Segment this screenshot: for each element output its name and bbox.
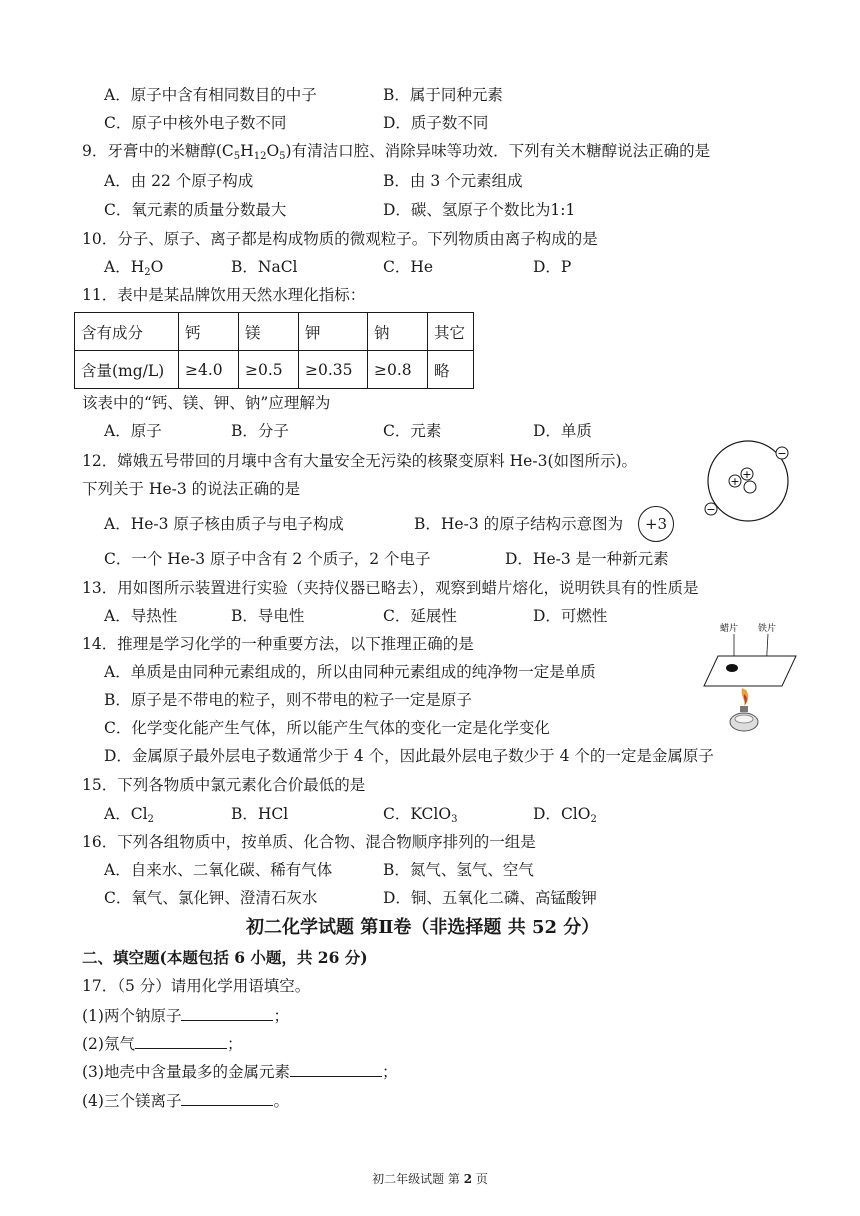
q16-option-d: D．铜、五氧化二磷、高锰酸钾 [383,889,597,907]
q9-option-d: D．碳、氢原子个数比为1:1 [383,201,576,219]
iron-label: 铁片 [758,624,777,634]
answer-blank-1[interactable] [181,1004,273,1021]
q10-option-a [104,256,163,284]
q9-formula-h-sub: 12 [253,151,267,162]
q15-d-formula: ClO [560,805,591,823]
q14-option-d: D．金属原子最外层电子数通常少于 4 个，因此最外层电子数少于 4 个的一定是金属原子 [104,747,714,765]
table-cell: 其它 [428,313,474,351]
q13-option-c: C．延展性 [383,607,457,625]
q9-stem-post: )有清洁口腔、消除异味等功效．下列有关木糖醇说法正确的是 [285,142,711,160]
q16-option-b: B．氮气、氢气、空气 [383,861,534,879]
q17-item-1-end: ； [273,1007,289,1025]
table-cell: ≥0.8 [368,351,428,389]
q15-a-pre: A． [104,805,131,823]
q12-option-c: C．一个 He-3 原子中含有 2 个质子，2 个电子 [104,550,431,568]
q9-formula-c: C [221,142,234,160]
section-ii-title: 初二化学试题 第Ⅱ卷（非选择题 共 52 分） [246,917,600,938]
table-cell: ≥0.35 [299,351,368,389]
q17-item-4 [82,1089,289,1112]
proton-sign-1: + [730,475,740,488]
nucleus-circle [638,506,674,542]
q9-formula-c-sub: 5 [233,151,241,162]
q16-stem: 16．下列各组物质中，按单质、化合物、混合物顺序排列的一组是 [82,833,536,851]
table-cell: 略 [428,351,474,389]
q12-option-a: A．He-3 原子核由质子与电子构成 [104,515,344,533]
q13-option-b: B．导电性 [231,607,305,625]
q15-c-sub: 3 [451,814,458,825]
footer-prefix: 初二年级试题 第 [372,1172,464,1186]
answer-blank-4[interactable] [181,1089,273,1106]
electron-sign-1: − [777,447,787,460]
q15-option-a [104,803,154,831]
table-cell: ≥4.0 [179,351,239,389]
q14-option-c: C．化学变化能产生气体，所以能产生气体的变化一定是化学变化 [104,719,550,737]
q9-stem-pre: 9．牙膏中的米糖醇( [82,142,222,160]
q12-option-b: B．He-3 的原子结构示意图为 [414,515,624,533]
table-cell: 含有成分 [75,313,179,351]
q10-a-post: O [150,258,164,276]
q17-item-2-end: ； [226,1035,243,1053]
q14-option-a: A．单质是由同种元素组成的，所以由同种元素组成的纯净物一定是单质 [104,663,596,681]
q15-d-sub: 2 [590,814,597,825]
q15-a-formula: Cl [130,805,148,823]
q8-option-b: B．属于同种元素 [383,86,503,104]
q8-option-c: C．原子中核外电子数不同 [104,114,287,132]
q10-stem: 10．分子、原子、离子都是构成物质的微观粒子。下列物质由离子构成的是 [82,230,598,248]
q10-option-c: C．He [383,258,434,276]
q11-option-b: B．分子 [231,422,289,440]
q12-stem-line1: 12．嫦娥五号带回的月壤中含有大量安全无污染的核聚变原料 He-3(如图所示)。 [82,452,638,470]
q13-stem: 13．用如图所示装置进行实验（夹持仪器已略去），观察到蜡片熔化，说明铁具有的性质是 [82,579,699,597]
q17-item-2 [82,1032,242,1055]
q10-option-d: D．P [533,258,572,276]
q17-item-1-label: (1)两个钠原子 [82,1007,182,1025]
table-cell: ≥0.5 [239,351,299,389]
water-index-table [74,312,474,389]
q15-d-pre: D． [533,805,561,823]
q14-stem: 14．推理是学习化学的一种重要方法，以下推理正确的是 [82,635,474,653]
q12-option-d: D．He-3 是一种新元素 [505,550,669,568]
q17-item-4-end: 。 [273,1092,289,1110]
q11-option-c: C．元素 [383,422,442,440]
footer-suffix: 页 [472,1172,488,1186]
q14-option-b: B．原子是不带电的粒子，则不带电的粒子一定是原子 [104,691,472,709]
q15-option-b: B．HCl [231,805,289,823]
q17-stem: 17．（5 分）请用化学用语填空。 [82,977,311,995]
q15-a-sub: 2 [147,814,154,825]
proton-sign-2: + [742,468,752,481]
q15-option-d [533,803,597,831]
q9-option-b: B．由 3 个元素组成 [383,172,523,190]
q9-option-a: A．由 22 个原子构成 [104,172,254,190]
page-number: 2 [463,1172,473,1186]
q13-option-d: D．可燃性 [533,607,608,625]
q15-option-c [383,803,457,831]
q8-option-a: A．原子中含有相同数目的中子 [104,86,317,104]
q10-a-sub: 2 [144,267,151,278]
nucleus-charge: +3 [644,515,668,533]
q9-stem [82,140,710,168]
q16-option-a: A．自来水、二氧化碳、稀有气体 [104,861,333,879]
q15-c-formula: KClO [410,805,452,823]
table-cell: 钾 [299,313,368,351]
electron-sign-2: − [706,503,716,516]
wax-label: 蜡片 [720,624,739,634]
fill-in-section-heading: 二、填空题(本题包括 6 小题，共 26 分) [82,948,368,967]
table-cell: 含量(mg/L) [75,351,179,389]
answer-blank-3[interactable] [290,1060,382,1077]
q10-option-b: B．NaCl [231,258,298,276]
answer-blank-2[interactable] [135,1032,227,1049]
q17-item-3-end: ； [381,1063,398,1081]
q17-item-3 [82,1060,397,1083]
table-cell: 钙 [179,313,239,351]
q11-stem: 11．表中是某品牌饮用天然水理化指标： [82,286,366,304]
q10-a-pre: A．H [104,258,145,276]
q17-item-3-label: (3)地壳中含量最多的金属元素 [82,1063,290,1081]
he3-atom-diagram [698,440,800,522]
q17-item-1 [82,1004,289,1027]
table-header-row [75,313,474,351]
q17-item-4-label: (4)三个镁离子 [82,1092,182,1110]
q17-item-2-label: (2)氖气 [82,1035,135,1053]
q9-formula-o: O [266,142,280,160]
q16-option-c: C．氧气、氯化钾、澄清石灰水 [104,889,318,907]
q11-follow: 该表中的“钙、镁、钾、钠”应理解为 [82,394,331,412]
table-cell: 镁 [239,313,299,351]
q9-formula-o-sub: 5 [279,151,286,162]
q12-stem-line2: 下列关于 He-3 的说法正确的是 [82,480,301,498]
q15-stem: 15．下列各物质中氯元素化合价最低的是 [82,776,366,794]
q11-option-d: D．单质 [533,422,592,440]
q11-option-a: A．原子 [104,422,162,440]
q9-option-c: C．氧元素的质量分数最大 [104,201,287,219]
table-row [75,351,474,389]
page-footer [0,1170,860,1187]
q15-c-pre: C． [383,805,411,823]
table-cell: 钠 [368,313,428,351]
heating-apparatus-diagram [696,618,800,734]
q9-formula-h: H [240,142,254,160]
q8-option-d: D．质子数不同 [383,114,489,132]
q13-option-a: A．导热性 [104,607,178,625]
